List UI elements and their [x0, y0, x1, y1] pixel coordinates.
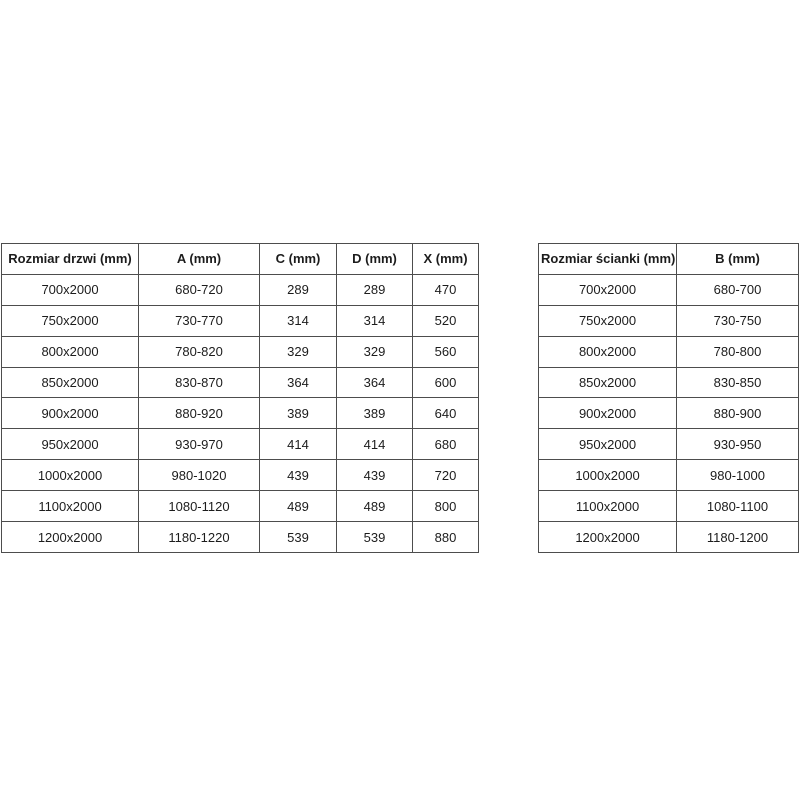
- cell: 1180-1200: [677, 522, 799, 553]
- cell: 800x2000: [2, 336, 139, 367]
- header-cell-a: A (mm): [139, 244, 260, 275]
- table-row: [539, 305, 799, 336]
- cell: 1100x2000: [2, 491, 139, 522]
- cell: 539: [260, 522, 337, 553]
- table-row: [539, 274, 799, 305]
- cell: 800: [413, 491, 479, 522]
- header-cell-b: B (mm): [677, 244, 799, 275]
- cell: 750x2000: [539, 305, 677, 336]
- header-cell-x: X (mm): [413, 244, 479, 275]
- cell: 470: [413, 274, 479, 305]
- cell: 389: [337, 398, 413, 429]
- cell: 720: [413, 460, 479, 491]
- cell: 329: [337, 336, 413, 367]
- cell: 1080-1120: [139, 491, 260, 522]
- header-cell-d: D (mm): [337, 244, 413, 275]
- cell: 314: [260, 305, 337, 336]
- wall-size-table: [538, 243, 799, 553]
- door-size-table: [1, 243, 479, 553]
- table-row: [2, 429, 479, 460]
- cell: 289: [337, 274, 413, 305]
- cell: 1000x2000: [2, 460, 139, 491]
- cell: 950x2000: [539, 429, 677, 460]
- cell: 1200x2000: [2, 522, 139, 553]
- cell: 700x2000: [539, 274, 677, 305]
- table-row: [2, 367, 479, 398]
- cell: 1100x2000: [539, 491, 677, 522]
- cell: 539: [337, 522, 413, 553]
- cell: 730-770: [139, 305, 260, 336]
- cell: 329: [260, 336, 337, 367]
- cell: 900x2000: [2, 398, 139, 429]
- cell: 1200x2000: [539, 522, 677, 553]
- cell: 314: [337, 305, 413, 336]
- cell: 780-820: [139, 336, 260, 367]
- cell: 489: [337, 491, 413, 522]
- cell: 930-970: [139, 429, 260, 460]
- cell: 830-850: [677, 367, 799, 398]
- cell: 850x2000: [539, 367, 677, 398]
- door-table-header-row: [2, 244, 479, 275]
- cell: 880-920: [139, 398, 260, 429]
- cell: 930-950: [677, 429, 799, 460]
- table-row: [2, 398, 479, 429]
- cell: 520: [413, 305, 479, 336]
- cell: 830-870: [139, 367, 260, 398]
- table-row: [2, 460, 479, 491]
- cell: 900x2000: [539, 398, 677, 429]
- table-row: [539, 429, 799, 460]
- cell: 389: [260, 398, 337, 429]
- table-row: [539, 367, 799, 398]
- table-row: [539, 336, 799, 367]
- table-row: [2, 305, 479, 336]
- cell: 439: [260, 460, 337, 491]
- cell: 560: [413, 336, 479, 367]
- cell: 680-720: [139, 274, 260, 305]
- wall-table-header-row: [539, 244, 799, 275]
- cell: 439: [337, 460, 413, 491]
- cell: 1080-1100: [677, 491, 799, 522]
- header-cell-door-size: Rozmiar drzwi (mm): [2, 244, 139, 275]
- cell: 600: [413, 367, 479, 398]
- table-row: [2, 491, 479, 522]
- cell: 414: [260, 429, 337, 460]
- table-row: [539, 522, 799, 553]
- cell: 414: [337, 429, 413, 460]
- table-row: [539, 460, 799, 491]
- header-cell-c: C (mm): [260, 244, 337, 275]
- cell: 1000x2000: [539, 460, 677, 491]
- cell: 880: [413, 522, 479, 553]
- cell: 489: [260, 491, 337, 522]
- cell: 289: [260, 274, 337, 305]
- cell: 680-700: [677, 274, 799, 305]
- table-row: [539, 398, 799, 429]
- cell: 680: [413, 429, 479, 460]
- cell: 850x2000: [2, 367, 139, 398]
- cell: 364: [337, 367, 413, 398]
- cell: 700x2000: [2, 274, 139, 305]
- cell: 950x2000: [2, 429, 139, 460]
- cell: 730-750: [677, 305, 799, 336]
- cell: 1180-1220: [139, 522, 260, 553]
- header-cell-wall-size: Rozmiar ścianki (mm): [539, 244, 677, 275]
- cell: 640: [413, 398, 479, 429]
- cell: 800x2000: [539, 336, 677, 367]
- cell: 880-900: [677, 398, 799, 429]
- table-row: [2, 336, 479, 367]
- table-row: [2, 522, 479, 553]
- cell: 780-800: [677, 336, 799, 367]
- table-row: [2, 274, 479, 305]
- cell: 980-1000: [677, 460, 799, 491]
- cell: 980-1020: [139, 460, 260, 491]
- cell: 364: [260, 367, 337, 398]
- table-row: [539, 491, 799, 522]
- cell: 750x2000: [2, 305, 139, 336]
